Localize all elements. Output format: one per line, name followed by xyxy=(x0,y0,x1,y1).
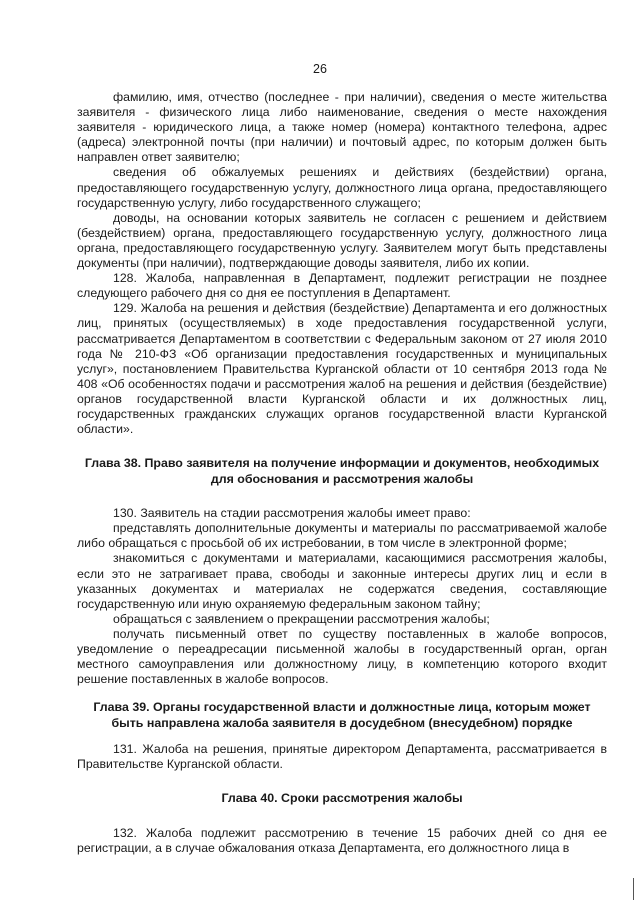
paragraph: доводы, на основании которых заявитель не согласен с решением и действием (бездействием) органа, предоставляющего государственную услугу, должностного лица органа, предоставляющего государственную услугу. Заявителем могут быть представлены документы (при наличии), подтверждающие доводы заявителя, либо их копии. xyxy=(77,210,607,271)
chapter-40-heading: Глава 40. Сроки рассмотрения жалобы xyxy=(221,791,463,806)
paragraph: обращаться с заявлением о прекращении рассмотрения жалобы; xyxy=(113,611,490,626)
scan-edge-mark xyxy=(633,878,634,900)
paragraph: 132. Жалоба подлежит рассмотрению в течение 15 рабочих дней со дня ее регистрации, а в случае обжалования отказа Департамента, его должностного лица в xyxy=(77,825,607,856)
paragraph: 129. Жалоба на решения и действия (бездействие) Департамента и его должностных лиц, принятых (осуществляемых) в ходе предоставления государственной услуги, рассматривается Департаментом в соответствии с Федеральным законом от 27 июля 2010 года № 210-ФЗ «Об организации предоставления государственных и муниципальных услуг», постановлением Правительства Курганской области от 10 сентября 2013 года № 408 «Об особенностях подачи и рассмотрения жалоб на решения и действия (бездействие) органов государственной власти Курганской области и их должностных лиц, государственных гражданских служащих органов государственной власти Курганской области». xyxy=(77,301,607,437)
paragraph: фамилию, имя, отчество (последнее - при наличии), сведения о месте жительства заявителя - физического лица либо наименование, сведения о месте нахождения заявителя - юридического лица, а также номер (номера) контактного телефона, адрес (адреса) электронной почты (при наличии) и почтовый адрес, по которым должен быть направлен ответ заявителю; xyxy=(77,90,607,165)
paragraph: представлять дополнительные документы и материалы по рассматриваемой жалобе либо обращаться с просьбой об их истребовании, в том числе в электронной форме; xyxy=(77,521,607,551)
paragraph: знакомиться с документами и материалами, касающимися рассмотрения жалобы, если это не затрагивает права, свободы и законные интересы других лиц и если в указанных документах и материалах не содержатся сведения, составляющие государственную или иную охраняемую федеральным законом тайну; xyxy=(77,551,607,611)
paragraph: 131. Жалоба на решения, принятые директором Департамента, рассматривается в Правительстве Курганской области. xyxy=(77,742,607,772)
document-body xyxy=(77,90,607,856)
chapter-38-heading: Глава 38. Право заявителя на получение информации и документов, необходимых для обоснования и рассмотрения жалобы xyxy=(84,456,600,486)
paragraph: 128. Жалоба, направленная в Департамент, подлежит регистрации не позднее следующего рабочего дня со дня ее поступления в Департамент. xyxy=(77,271,607,301)
paragraph: получать письменный ответ по существу поставленных в жалобе вопросов, уведомление о переадресации письменной жалобы в государственный орган, орган местного самоуправления или должностному лицу, в компетенцию которого входит решение поставленных в жалобе вопросов. xyxy=(77,626,607,687)
page-number: 26 xyxy=(313,62,327,76)
paragraph: 130. Заявитель на стадии рассмотрения жалобы имеет право: xyxy=(113,506,471,521)
paragraph: сведения об обжалуемых решениях и действиях (бездействии) органа, предоставляющего государственную услугу, должностного лица органа, предоставляющего государственную услугу, либо государственного служащего; xyxy=(77,165,607,210)
chapter-39-heading: Глава 39. Органы государственной власти и должностные лица, которым может быть направлена жалоба заявителя в досудебном (внесудебном) порядке xyxy=(93,700,591,730)
